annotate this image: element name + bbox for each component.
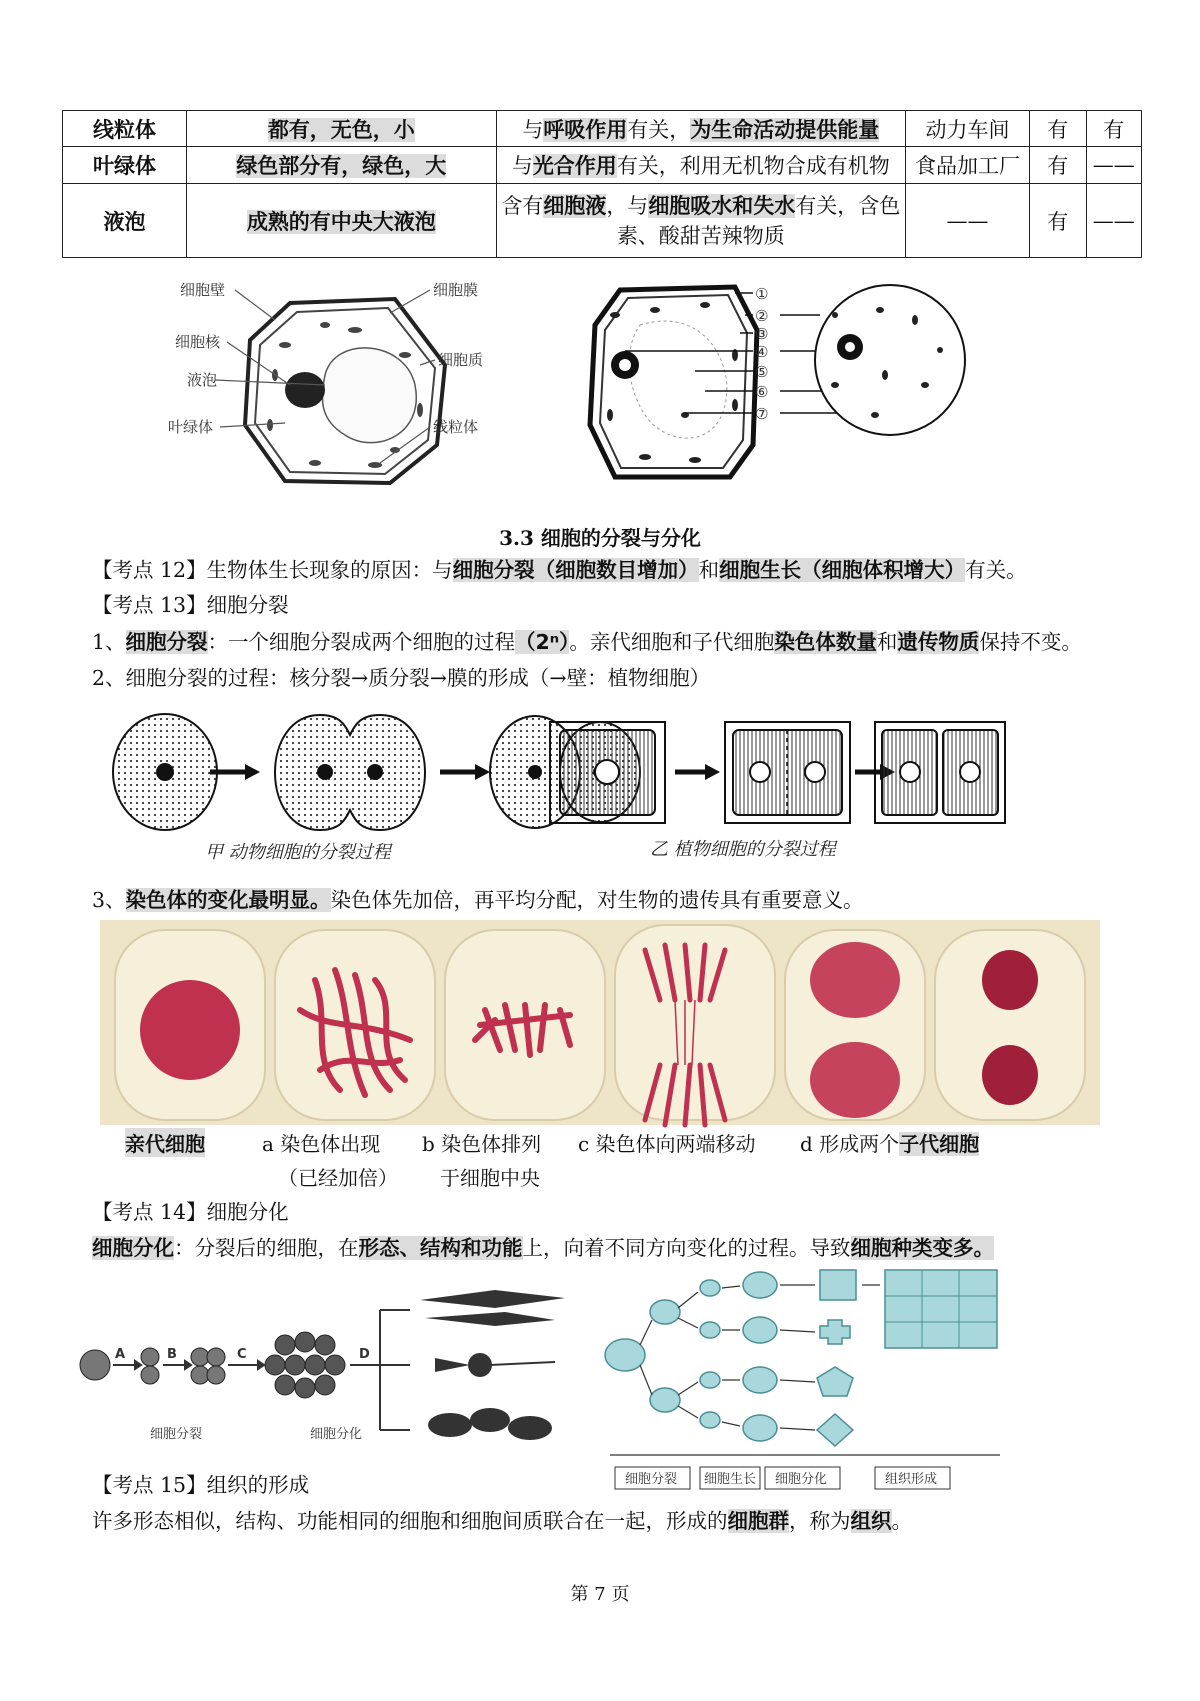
caption-parent-cell: 亲代细胞	[125, 1128, 205, 1157]
table-row	[63, 147, 1142, 184]
caption-a-line1: a 染色体出现	[262, 1132, 381, 1156]
organelle-table	[62, 110, 1142, 258]
number-1: ①	[755, 285, 769, 303]
letter-d: D	[359, 1347, 370, 1362]
organelle-name: 叶绿体	[63, 147, 187, 184]
caption-a-line2: （已经加倍）	[278, 1166, 398, 1190]
organelle-distribution: 都有，无色，小	[187, 111, 497, 147]
table-row	[63, 111, 1142, 147]
letter-b: B	[167, 1347, 177, 1362]
paragraph-1: 1、细胞分裂：一个细胞分裂成两个细胞的过程（2ⁿ）。亲代细胞和子代细胞染色体数量和遗传物质保持不变。	[92, 630, 1082, 654]
organelle-analogy: ——	[906, 184, 1030, 258]
organelle-plant: 有	[1030, 147, 1086, 184]
stage-box-3: 细胞分化	[775, 1472, 828, 1487]
kaodian-15: 【考点 15】组织的形成	[92, 1473, 310, 1497]
label-nucleus: 细胞核	[175, 333, 221, 351]
kaodian-13: 【考点 13】细胞分裂	[92, 593, 289, 617]
numbered-cell-diagram	[585, 285, 1005, 495]
stage-box-2: 细胞生长	[704, 1472, 757, 1487]
number-6: ⑥	[755, 383, 769, 401]
plant-cell-diagram	[168, 281, 505, 495]
stage-box-4: 组织形成	[885, 1472, 938, 1487]
label-mitochondria: 线粒体	[433, 418, 479, 436]
number-7: ⑦	[755, 405, 769, 423]
paragraph-5: 许多形态相似，结构、功能相同的细胞和细胞间质联合在一起，形成的细胞群，称为组织。	[92, 1509, 912, 1533]
animal-division-caption: 甲 动物细胞的分裂过程	[205, 842, 391, 863]
organelle-distribution: 绿色部分有，绿色，大	[187, 147, 497, 184]
organelle-animal: ——	[1086, 147, 1141, 184]
label-cytoplasm: 细胞质	[438, 351, 484, 369]
paragraph-4: 细胞分化：分裂后的细胞，在形态、结构和功能上，向着不同方向变化的过程。导致细胞种类变多。	[92, 1236, 994, 1260]
caption-d: d 形成两个子代细胞	[800, 1132, 980, 1156]
table-row	[63, 184, 1142, 258]
chromosome-photo-strip	[100, 920, 1100, 1125]
organelle-animal: ——	[1086, 184, 1141, 258]
number-2: ②	[755, 307, 769, 325]
organelle-analogy: 食品加工厂	[906, 147, 1030, 184]
organelle-name: 线粒体	[63, 111, 187, 147]
number-3: ③	[755, 325, 769, 343]
organelle-function: 与呼吸作用有关，为生命活动提供能量	[496, 111, 905, 147]
organelle-animal: 有	[1086, 111, 1141, 147]
organelle-distribution: 成熟的有中央大液泡	[187, 184, 497, 258]
label-cell-membrane: 细胞膜	[433, 281, 479, 299]
caption-b-line2: 于细胞中央	[440, 1166, 540, 1190]
stage-box-1: 细胞分裂	[625, 1472, 678, 1487]
paragraph-2: 2、细胞分裂的过程：核分裂→质分裂→膜的形成（→壁：植物细胞）	[92, 666, 711, 690]
section-title: 3.3 细胞的分裂与分化	[499, 526, 701, 550]
label-vacuole: 液泡	[187, 371, 218, 389]
letter-a: A	[115, 1347, 126, 1362]
organelle-name: 液泡	[63, 184, 187, 258]
cell-division-figure	[110, 710, 1110, 863]
kaodian-14: 【考点 14】细胞分化	[92, 1200, 289, 1224]
differentiation-figure-right	[610, 1270, 1110, 1487]
number-5: ⑤	[755, 363, 769, 381]
page-footer: 第 7 页	[570, 1584, 630, 1605]
organelle-function: 含有细胞液，与细胞吸水和失水有关，含色素、酸甜苦辣物质	[496, 184, 905, 258]
label-cell-differentiation: 细胞分化	[310, 1427, 363, 1442]
plant-division	[550, 722, 1005, 823]
caption-c: c 染色体向两端移动	[578, 1132, 756, 1156]
kaodian-12: 【考点 12】生物体生长现象的原因：与细胞分裂（细胞数目增加）和细胞生长（细胞体积增大）有关。	[92, 558, 1027, 582]
label-chloroplast: 叶绿体	[168, 418, 214, 436]
differentiation-figure-left	[75, 1270, 595, 1450]
number-4: ④	[755, 343, 769, 361]
label-cell-division: 细胞分裂	[150, 1427, 203, 1442]
plant-division-caption: 乙 植物细胞的分裂过程	[650, 839, 836, 860]
organelle-analogy: 动力车间	[906, 111, 1030, 147]
letter-c: C	[237, 1347, 247, 1362]
label-cell-wall: 细胞壁	[180, 281, 226, 299]
organelle-function: 与光合作用有关，利用无机物合成有机物	[496, 147, 905, 184]
organelle-plant: 有	[1030, 184, 1086, 258]
caption-b-line1: b 染色体排列	[422, 1132, 542, 1156]
paragraph-3: 3、染色体的变化最明显。染色体先加倍，再平均分配，对生物的遗传具有重要意义。	[92, 888, 864, 912]
organelle-plant: 有	[1030, 111, 1086, 147]
